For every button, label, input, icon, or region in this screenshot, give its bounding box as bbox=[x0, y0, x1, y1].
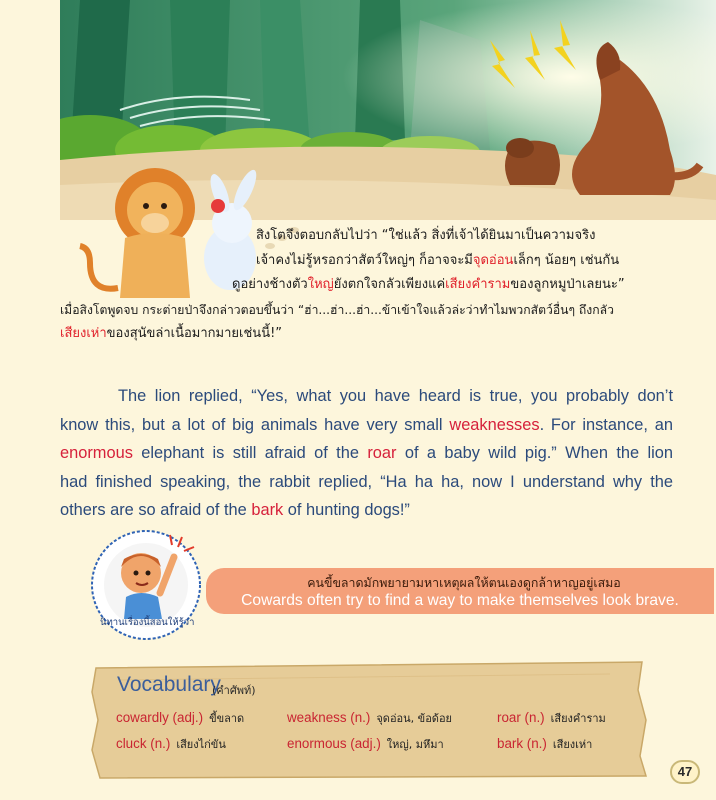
highlight-word: เสียงเห่า bbox=[60, 326, 107, 341]
vocab-word: roar (n.) bbox=[497, 710, 545, 725]
vocab-item bbox=[116, 709, 244, 727]
english-text: others are so afraid of the bbox=[60, 501, 247, 520]
vocab-meaning: เสียงเห่า bbox=[552, 738, 593, 751]
thai-line bbox=[60, 249, 670, 274]
english-line bbox=[60, 411, 673, 440]
vocab-keyword: bark bbox=[251, 501, 284, 520]
vocab-meaning: ใหญ่, มหึมา bbox=[386, 738, 444, 751]
highlight-word: เสียงคำราม bbox=[445, 277, 511, 292]
thai-text: ดูอย่างช้างตัว bbox=[232, 277, 308, 292]
english-text: of a baby wild pig.” When the lion bbox=[396, 444, 673, 463]
moral-badge-label: นิทานเรื่องนี้สอนให้รู้ว่า bbox=[100, 617, 195, 628]
english-line bbox=[60, 439, 673, 468]
english-text: elephant is still afraid of the bbox=[132, 444, 359, 463]
thai-paragraph bbox=[60, 224, 670, 347]
english-line: The lion replied, “Yes, what you have heard is true, you probably don’t bbox=[118, 387, 673, 405]
vocabulary-title: Vocabulary bbox=[117, 673, 221, 696]
highlight-word: จุดอ่อน bbox=[472, 252, 514, 268]
thai-line bbox=[60, 322, 670, 347]
vocab-word: enormous (adj.) bbox=[287, 736, 381, 751]
vocab-meaning: เสียงไก่ขัน bbox=[176, 738, 226, 751]
vocab-word: cowardly (adj.) bbox=[116, 710, 204, 725]
vocab-word: weakness (n.) bbox=[287, 710, 371, 725]
vocab-keyword: weaknesses bbox=[449, 415, 540, 434]
english-line bbox=[60, 496, 673, 525]
english-text: . For instance, an bbox=[539, 415, 673, 434]
vocab-item bbox=[497, 709, 606, 727]
thai-line: เมื่อสิงโตพูดจบ กระต่ายป่าจึงกล่าวตอบขึ้นว่า “ฮ่า...ฮ่า...ฮ่า...ข้าเข้าใจแล้วล่ะว่าทำไมพวกสัตว์อื่นๆ ถึงกลัว bbox=[60, 302, 614, 317]
thai-text: ของลูกหมูป่าเลยนะ” bbox=[510, 277, 625, 292]
vocab-item bbox=[497, 735, 592, 753]
thai-line bbox=[60, 273, 670, 298]
vocab-meaning: ขี้ขลาด bbox=[209, 712, 245, 725]
english-text: know this, but a lot of big animals have very small bbox=[60, 415, 443, 434]
vocab-item bbox=[287, 735, 444, 753]
thai-text: เจ้าคงไม่รู้หรอกว่าสัตว์ใหญ่ๆ ก็อาจจะมี bbox=[256, 252, 473, 268]
vocab-word: cluck (n.) bbox=[116, 736, 171, 751]
english-line: had finished speaking, the rabbit replied, “Ha ha ha, now I understand why the bbox=[60, 472, 673, 491]
highlight-word: ใหญ่ bbox=[307, 277, 334, 292]
thai-text: เล็กๆ น้อยๆ เช่นกัน bbox=[513, 252, 620, 268]
moral-badge bbox=[86, 527, 208, 645]
vocab-keyword: roar bbox=[367, 444, 397, 463]
vocab-meaning: จุดอ่อน, ข้อด้อย bbox=[376, 712, 452, 725]
thai-text: ยังตกใจกลัวเพียงแค่ bbox=[333, 277, 446, 292]
thai-line: สิงโตจึงตอบกลับไปว่า “ใช่แล้ว สิ่งที่เจ้าได้ยินมาเป็นความจริง bbox=[256, 228, 596, 243]
page-number: 47 bbox=[670, 760, 700, 784]
english-text: of hunting dogs!” bbox=[283, 501, 410, 520]
moral-english-text: Cowards often try to find a way to make themselves look brave. bbox=[241, 592, 679, 609]
moral-thai-text: คนขี้ขลาดมักพยายามหาเหตุผลให้ตนเองดูกล้าหาญอยู่เสมอ bbox=[307, 575, 621, 590]
vocabulary-subtitle: (คำศัพท์) bbox=[212, 684, 256, 697]
vocab-item bbox=[287, 709, 452, 727]
vocab-keyword: enormous bbox=[60, 444, 133, 463]
vocab-word: bark (n.) bbox=[497, 736, 547, 751]
english-paragraph bbox=[60, 382, 673, 525]
thai-text: ของสุนัขล่าเนื้อมากมายเช่นนี้!” bbox=[106, 326, 283, 341]
vocab-item bbox=[116, 735, 226, 753]
vocab-meaning: เสียงคำราม bbox=[550, 712, 606, 725]
